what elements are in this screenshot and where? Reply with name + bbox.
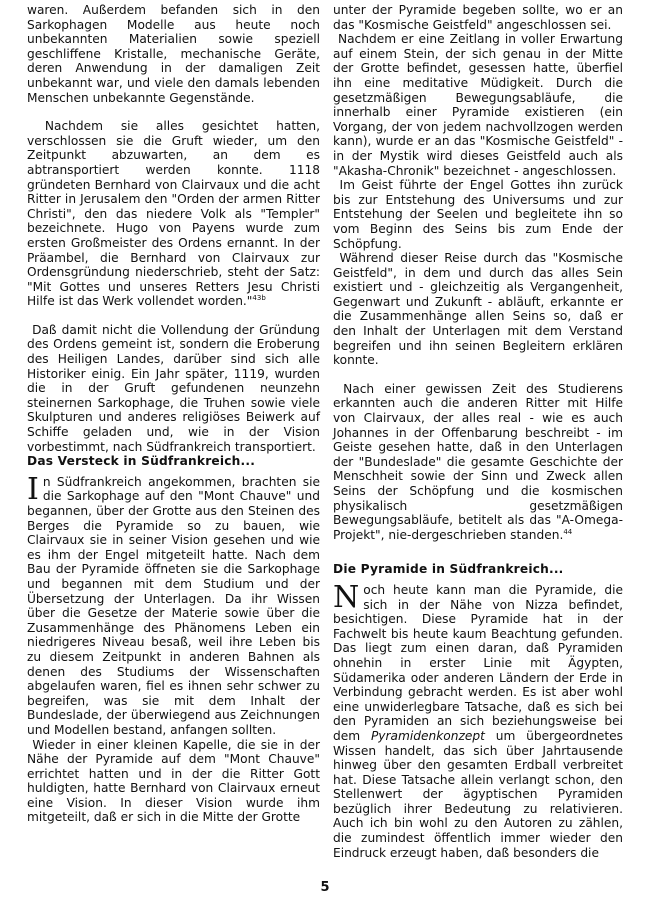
emphasis-term: Pyramidenkonzept (370, 728, 485, 743)
paragraph-text: Nachdem sie alles gesichtet hatten, verschlossen sie die Gruft wieder, um den Zeitpunkt abzuwarten, an dem es abtransportiert werden konnte. 1118 gründeten Bernhard von Clairvaux und die acht Ritter in Jerusalem den "Orden der armen Ritter Christi", den das niedere Volk als "Templer" bezeichnete. Hugo von Payens wurde zum ersten Großmeister des Ordens ernannt. In der Präambel, die Bernhard von Clairvaux zur Ordensgründung niederschrieb, steht der Satz: "Mit Gottes und unseres Retters Jesu Christi Hilfe ist das Werk vollendet worden." (27, 119, 321, 309)
paragraph (27, 738, 320, 826)
paragraph-text: Nachdem er eine Zeitlang in voller Erwartung auf einem Stein, der sich genau in der Mitte der Grotte befindet, gesessen hatte, überfiel ihn eine meditative Müdigkeit. Durch die gesetzmäßigen Bewegungsabläufe, die innerhalb einer Pyramide existieren (ein Vorgang, der von jedem nachvollzogen werden kann), wurde er an das "Kosmische Geistfeld" - in der Mystik wird dieses Geistfeld auch als "Akasha-Chronik" bezeichnet - angeschlossen. (333, 32, 623, 178)
section-heading: Das Versteck in Südfrankreich... (27, 454, 256, 469)
paragraph-text: n Südfrankreich angekommen, brachten sie die Sarkophage auf den "Mont Chauve" und begannen, über der Grotte aus den Steinen des Berges die Pyramide so zu bauen, wie Clairvaux sie in seiner Vision gesehen und wie es ihm der Engel mitgeteilt hatte. Nach dem Bau der Pyramide öffneten sie die Sarkophage und begannen mit dem Studium und der Übersetzung der Unterlagen. Da ihr Wissen über die Gesetze der Materie sowie über die Zusammenhänge des Phänomens Leben ein niedrigeres Niveau besaß, weil ihre Leben bis zu diesem Zeitpunkt in anderen Bahnen als denen des Studiums der Wissenschaften abgelaufen waren, fiel es ihnen sehr schwer zu begreifen, was sie mit dem Inhalt der Bundeslade, der überwiegend aus Zeichnungen und Modellen bestand, anfangen sollten. (27, 474, 320, 737)
paragraph-text: Nach einer gewissen Zeit des Studierens erkannten auch die anderen Ritter mit Hilfe von Clairvaux, der alles real - wie es auch Johannes in der Offenbarung beschreibt - im Geiste gesehen hatte, daß in den Unterlagen der "Bundeslade" die gesamte Geschichte der Menschheit sowie der Sinn und Zweck allen Seins der Schöpfung und die kosmischen physikalisch gesetzmäßigen Bewegungsabläufe, betitelt als das "A-Omega-Projekt", nie-dergeschrieben standen. (333, 381, 624, 542)
footnote-marker: 43b (252, 294, 266, 303)
paragraph: waren. Außerdem befanden sich in den Sarkophagen Modelle aus heute noch unbekannten Materialien sowie speziell geschliffene Kristalle, mechanische Geräte, deren Anwendung in der damaligen Zeit unbekannt war, und viele den damals lebenden Menschen unbekannte Gegenstände. (27, 3, 320, 105)
right-column (333, 3, 623, 860)
paragraph (27, 119, 320, 309)
paragraph (333, 382, 623, 543)
paragraph-text: Während dieser Reise durch das "Kosmische Geistfeld", in dem und durch das alles Sein existiert und - gleichzeitig als Vergangenheit, Gegenwart und Zukunft - abläuft, erkannte er die Zusammenhänge allen Seins so, daß er den Inhalt der Unterlagen mit dem Verstand begreifen und ihn seinen Begleitern erklären konnte. (333, 251, 623, 368)
paragraph-text: Im Geist führte der Engel Gottes ihn zurück bis zur Entstehung des Universums und zur Entstehung der Seelen und begleitete ihn so vom Beginn des Seins bis zum Ende der Schöpfung. (333, 178, 623, 251)
left-column (27, 3, 320, 825)
section-heading: Die Pyramide in Südfrankreich... (333, 562, 564, 577)
paragraph (333, 579, 623, 860)
paragraph-text: och heute kann man die Pyramide, die sich in der Nähe von Nizza befindet, besichtigen. Diese Pyramide hat in der Fachwelt bis heute kaum Beachtung gefunden. Das liegt zum einen daran, daß Pyramiden ohnehin in erster Linie mit Ägypten, Südamerika oder anderen Ländern der Erde in Verbindung gebracht werden. Es ist aber wohl eine unwiderlegbare Tatsache, daß es sich bei den Pyramiden an sich beziehungsweise bei dem (333, 582, 623, 743)
paragraph (27, 323, 320, 454)
page-number: 5 (320, 880, 330, 895)
paragraph: unter der Pyramide begeben sollte, wo er an das "Kosmische Geistfeld" angeschlossen sei. (333, 3, 623, 32)
paragraph (333, 32, 623, 178)
paragraph (333, 251, 623, 368)
paragraph (27, 471, 320, 738)
drop-cap: N (333, 579, 360, 615)
paragraph-text: Daß damit nicht die Vollendung der Gründung des Ordens gemeint ist, sondern die Eroberung des Heiligen Landes, darüber sind sich alle Historiker einig. Ein Jahr später, 1119, wurden die in der Gruft gefundenen neunzehn steinernen Sarkophage, die Truhen sowie viele Skulpturen und anderes religiöses Beiwerk auf Schiffe geladen und, wie in der Vision vorbestimmt, nach Südfrankreich transportiert. (27, 322, 320, 454)
paragraph (333, 178, 623, 251)
paragraph-text: Wieder in einer kleinen Kapelle, die sie in der Nähe der Pyramide auf dem "Mont Chauve" errichtet hatten und in der die Ritter Gott huldigten, hatte Bernhard von Clairvaux erneut eine Vision. In dieser Vision wurde ihm mitgeteilt, daß er sich in die Mitte der Grotte (27, 737, 320, 825)
paragraph-text: um übergeordnetes Wissen handelt, das sich über Jahrtausende hinweg über den gesamten Erdball verbreitet hat. Diese Tatsache allein verlangt schon, den Stellenwert der ägyptischen Pyramiden bezüglich ihrer Bedeutung zu relativieren. Auch ich bin wohl zu den Autoren zu zählen, die zumindest öffentlich immer wieder den Eindruck erzeugt haben, daß besonders die (333, 728, 623, 860)
drop-cap: I (27, 471, 39, 507)
footnote-marker: 44 (563, 527, 573, 536)
